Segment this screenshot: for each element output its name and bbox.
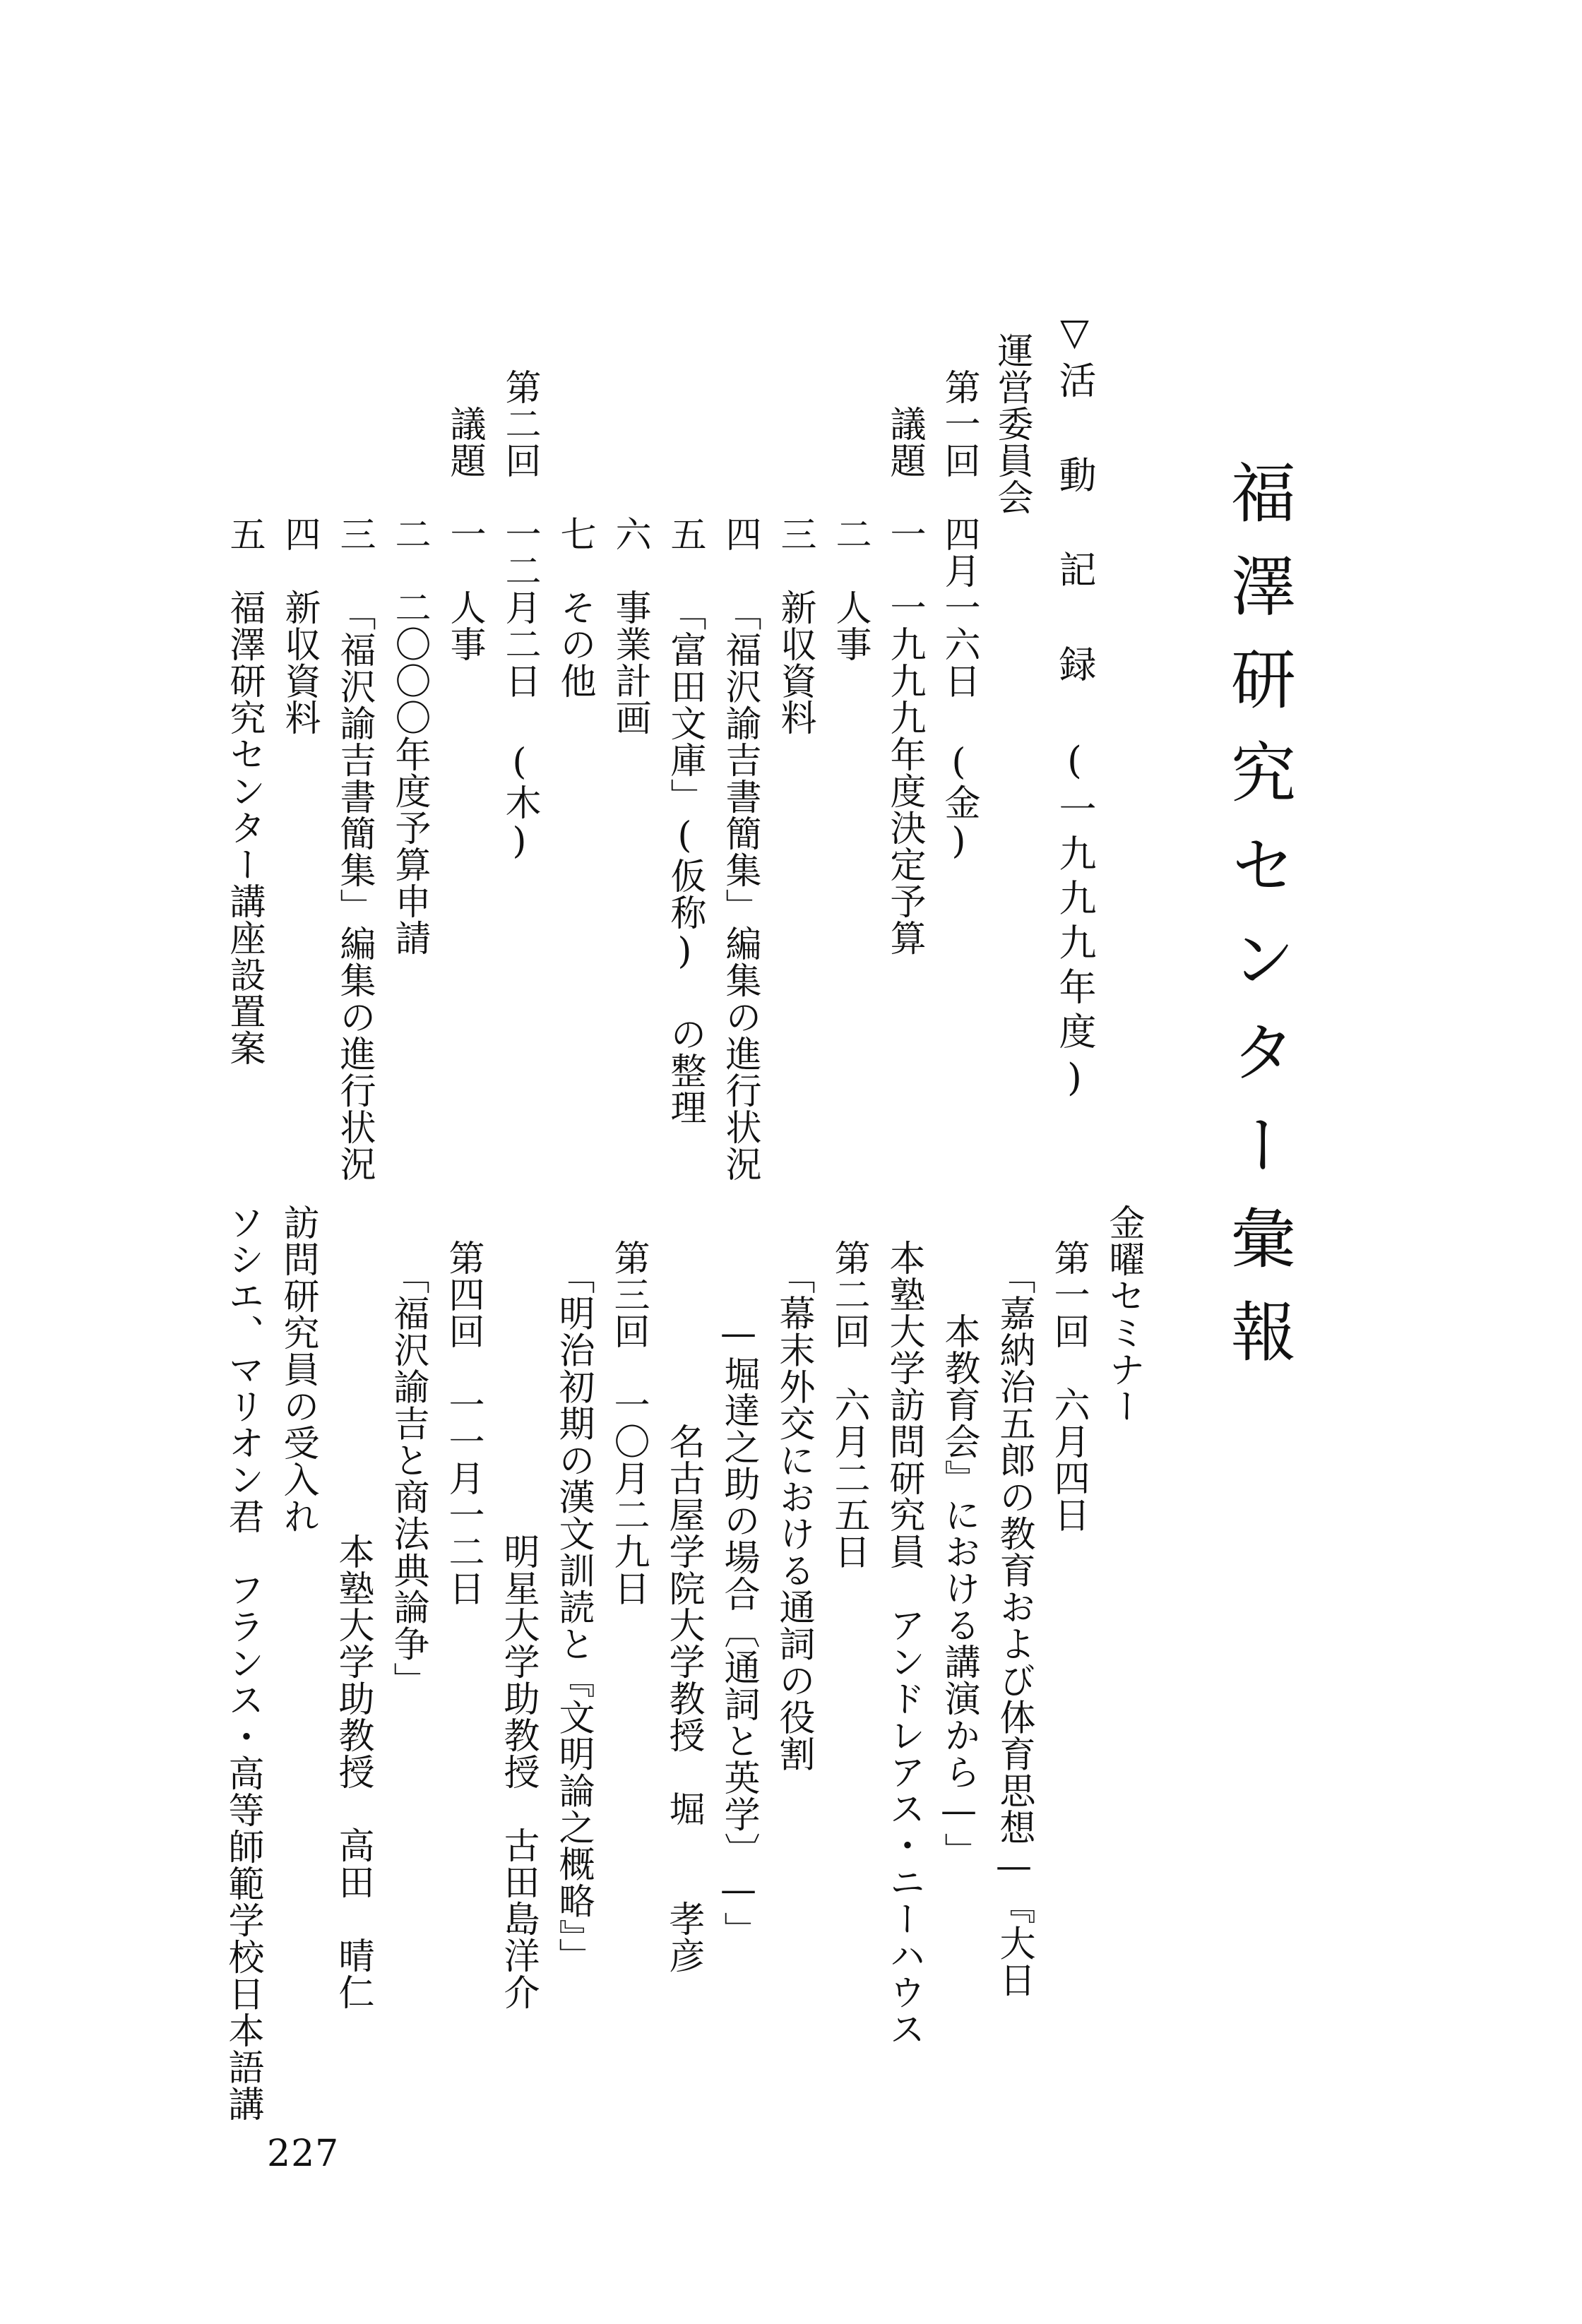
lower-line-13: 第四回 一一月一二日 xyxy=(442,1239,484,1607)
lower-line-7: 「幕末外交における通詞の役割 xyxy=(773,1239,814,1772)
lower-line-1: 金曜セミナー xyxy=(1102,1204,1144,1424)
page-number: 227 xyxy=(267,2133,340,2175)
upper-line-7: 五 「富田文庫」(仮称) の整理 xyxy=(664,332,706,1126)
lower-line-2: 第一回 六月四日 xyxy=(1047,1239,1089,1533)
upper-line-3: 議題 一 一九九九年度決定予算 xyxy=(884,332,925,956)
lower-line-4: 本教育会』における講演から—」 xyxy=(938,1239,980,1869)
lower-line-16: 訪問研究員の受入れ xyxy=(277,1204,319,1535)
upper-line-15: 五 福澤研究センター講座設置案 xyxy=(223,332,265,1066)
lower-line-6: 第二回 六月二五日 xyxy=(828,1239,869,1570)
upper-line-6: 四 「福沢諭吉書簡集」編集の進行状況 xyxy=(719,332,761,1182)
lower-line-9: 名古屋学院大学教授 堀 孝彦 xyxy=(662,1239,704,1974)
upper-line-11: 議題 一 人事 xyxy=(444,332,485,662)
lower-line-5: 本塾大学訪問研究員 アンドレアス・ニーハウス xyxy=(883,1239,924,2047)
activity-heading: ▽活 動 記 録 (一九九九年度) xyxy=(1053,311,1096,1107)
upper-line-10: 第二回 一二月二日 (木) xyxy=(499,332,540,863)
upper-line-9: 七 その他 xyxy=(554,332,595,699)
lower-line-12: 明星大学助教授 古田島洋介 xyxy=(497,1239,539,2010)
lower-line-15: 本塾大学助教授 高田 晴仁 xyxy=(332,1239,374,2010)
lower-line-14: 「福沢諭吉と商法典論争」 xyxy=(387,1239,429,1699)
lower-line-3: 「嘉納治五郎の教育および体育思想—『大日 xyxy=(993,1239,1035,1998)
page-title: 福澤研究センター彙報 xyxy=(1220,459,1296,1391)
upper-line-8: 六 事業計画 xyxy=(609,332,650,736)
lower-line-17: ソシエ、マリオン君 フランス・高等師範学校日本語講 xyxy=(222,1204,263,2122)
lower-line-10: 第三回 一〇月二九日 xyxy=(607,1239,649,1607)
upper-line-4: 二 人事 xyxy=(829,332,871,662)
upper-line-5: 三 新収資料 xyxy=(774,332,816,736)
lower-line-8: —堀達之助の場合〔通詞と英学〕—」 xyxy=(718,1239,759,1948)
lower-line-11: 「明治初期の漢文訓読と『文明論之概略』」 xyxy=(552,1239,594,1974)
upper-line-1: 運営委員会 xyxy=(991,332,1033,516)
upper-line-14: 四 新収資料 xyxy=(278,332,320,736)
upper-line-12: 二 二〇〇〇年度予算申請 xyxy=(388,332,430,956)
upper-line-13: 三 「福沢諭吉書簡集」編集の進行状況 xyxy=(333,332,375,1182)
upper-line-2: 第一回 四月一六日 (金) xyxy=(938,332,980,863)
